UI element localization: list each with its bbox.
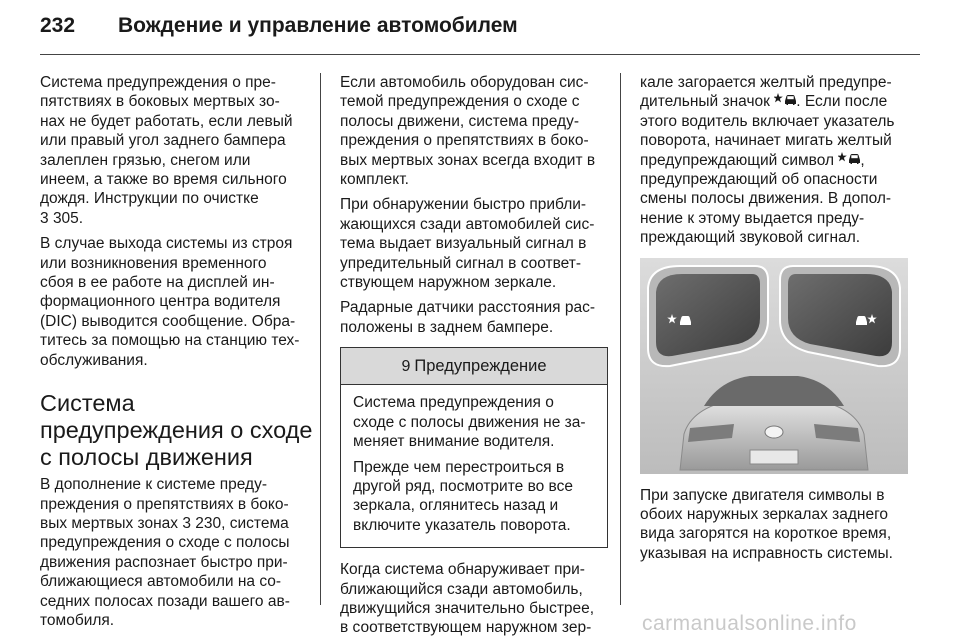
- warning-paragraph: [353, 393, 595, 451]
- text-fragment: дительный значок: [640, 93, 770, 111]
- text-line: включите указатель поворота.: [353, 516, 571, 534]
- text-line: В случае выхода системы из строя: [40, 235, 293, 253]
- heading-line: предупреждения о сходе: [40, 417, 313, 444]
- text-line: В дополнение к системе преду-: [40, 476, 267, 494]
- chapter-title: Вождение и управление автомобилем: [118, 14, 518, 37]
- text-line: сбоя в ее работе на дисплей ин-: [40, 274, 275, 292]
- text-line: седних полосах позади вашего ав-: [40, 592, 290, 610]
- text-line: обоих наружных зеркалах заднего: [640, 506, 889, 524]
- text-line: Система предупреждения о: [353, 394, 554, 412]
- paragraph-approaching-vehicle: [340, 560, 608, 638]
- reference-page: 305.: [52, 209, 84, 227]
- heading-line: Система: [40, 390, 135, 417]
- text-line: пятствиях в боковых мертвых зо-: [40, 93, 280, 111]
- text-line: движения распознает быстро при-: [40, 553, 288, 571]
- text-line: ближающиеся автомобили на со-: [40, 573, 282, 591]
- text-line: меняет внимание водителя.: [353, 433, 555, 451]
- text-line: зеркала, оглянитесь назад и: [353, 497, 559, 515]
- paragraph-sensor-dirt: [40, 73, 308, 228]
- text-line: смены полосы движения. В допол-: [640, 190, 892, 208]
- text-fragment: . Если после: [796, 93, 888, 111]
- section-heading: [40, 390, 313, 471]
- text-line: обслуживания.: [40, 351, 148, 369]
- text-line: или правый угол заднего бампера: [40, 132, 286, 150]
- warning-box: [340, 347, 608, 548]
- text-line: залеплен грязью, снегом или: [40, 151, 251, 169]
- text-line: предупреждающий об опасности: [640, 171, 878, 189]
- text-line: Система предупреждения о пре-: [40, 74, 276, 91]
- text-line: При запуске двигателя символы в: [640, 486, 885, 504]
- text-line: Если автомобиль оборудован сис-: [340, 74, 589, 91]
- text-line: этого водитель включает указатель: [640, 112, 895, 130]
- text-line: кале загорается желтый предупре-: [640, 74, 892, 91]
- text-line: движущийся значительно быстрее,: [340, 599, 595, 617]
- text-line: Когда система обнаруживает при-: [340, 561, 585, 579]
- text-fragment: ,: [860, 151, 865, 169]
- text-line: При обнаружении быстро прибли-: [340, 196, 587, 214]
- text-line: упредительный сигнал в соответ-: [340, 254, 582, 272]
- paragraph-system-fault: [40, 234, 308, 370]
- paragraph-detection: [340, 195, 608, 292]
- text-line: или возникновения временного: [40, 254, 267, 272]
- text-line: дождя. Инструкции по очистке: [40, 190, 259, 208]
- paragraph-radar-sensors: [340, 298, 608, 337]
- text-line: тема выдает визуальный сигнал в: [340, 235, 587, 253]
- warning-title: Предупреждение: [414, 357, 547, 376]
- text-fragment: предупреждающий символ: [640, 151, 835, 169]
- text-line: Прежде чем перестроиться в: [353, 458, 565, 476]
- column-3: [640, 73, 908, 569]
- warning-body: [341, 385, 607, 547]
- paragraph-mirror-symbol: [640, 73, 908, 248]
- text-line: [640, 151, 908, 170]
- text-line: положены в заднем бампере.: [340, 318, 554, 336]
- column-divider-2: [620, 73, 621, 605]
- reference-arrow-icon: 3: [40, 209, 49, 227]
- text-line: [640, 92, 908, 111]
- reference-arrow-icon[interactable]: 3: [182, 514, 191, 532]
- text-line: инеем, а также во время сильного: [40, 171, 287, 189]
- text-line: вых мертвых зонах всегда входит в: [340, 151, 596, 169]
- paragraph-equipment: [340, 73, 608, 189]
- text-line: в соответствующем наружном зер-: [340, 619, 592, 637]
- text-line: жающихся сзади автомобилей сис-: [340, 215, 595, 233]
- text-line: [40, 514, 308, 533]
- text-line: титесь за помощью на станцию тех-: [40, 332, 300, 350]
- paragraph-self-test: [640, 486, 908, 564]
- column-divider-1: [320, 73, 321, 605]
- text-line: указывая на исправность системы.: [640, 544, 893, 562]
- heading-line: с полосы движения: [40, 444, 253, 471]
- warning-header: [341, 348, 607, 385]
- text-line: преждения о препятствиях в боко-: [40, 495, 289, 513]
- license-plate: [750, 450, 798, 464]
- text-line: (DIC) выводится сообщение. Обра-: [40, 312, 296, 330]
- text-line: Радарные датчики расстояния рас-: [340, 299, 596, 317]
- column-1: [40, 73, 313, 636]
- text-line: ближающийся сзади автомобиль,: [340, 580, 583, 598]
- text-line: нах не будет работать, если левый: [40, 112, 293, 130]
- mirror-illustration: [640, 258, 908, 474]
- text-line: нение к этому выдается преду-: [640, 209, 865, 227]
- lane-change-warning-icon: [838, 153, 860, 168]
- text-line: комплект.: [340, 171, 409, 189]
- warning-triangle-icon: 9: [401, 358, 411, 376]
- watermark: carmanualsonline.info: [642, 612, 857, 635]
- text-line: другой ряд, посмотрите во все: [353, 477, 573, 495]
- header-rule: [40, 54, 920, 55]
- text-fragment: вых мертвых зонах: [40, 514, 179, 532]
- text-line: поворота, начинает мигать желтый: [640, 132, 892, 150]
- text-line: полосы движени, система преду-: [340, 112, 580, 130]
- paragraph-lane-change-intro: [40, 475, 308, 630]
- text-line: темой предупреждения о сходе с: [340, 93, 580, 111]
- text-line: предупреждения о сходе с полосы: [40, 534, 290, 552]
- text-line: формационного центра водителя: [40, 293, 281, 311]
- lane-change-warning-icon: [774, 94, 796, 109]
- text-line: томобиля.: [40, 611, 115, 629]
- text-line: ствующем наружном зеркале.: [340, 274, 557, 292]
- mirror-illustration-svg: [640, 258, 908, 474]
- warning-paragraph: [353, 458, 595, 536]
- text-line: сходе с полосы движения не за-: [353, 413, 586, 431]
- page-reference[interactable]: [40, 209, 308, 228]
- reference-page[interactable]: 230, система: [195, 514, 289, 532]
- page-number: 232: [40, 14, 76, 37]
- column-2: [340, 73, 608, 644]
- page-header: [40, 0, 920, 60]
- text-line: преждения о препятствиях в боко-: [340, 132, 589, 150]
- brand-emblem: [765, 426, 783, 438]
- text-line: преждающий звуковой сигнал.: [640, 229, 861, 247]
- text-line: вида загорятся на короткое время,: [640, 525, 892, 543]
